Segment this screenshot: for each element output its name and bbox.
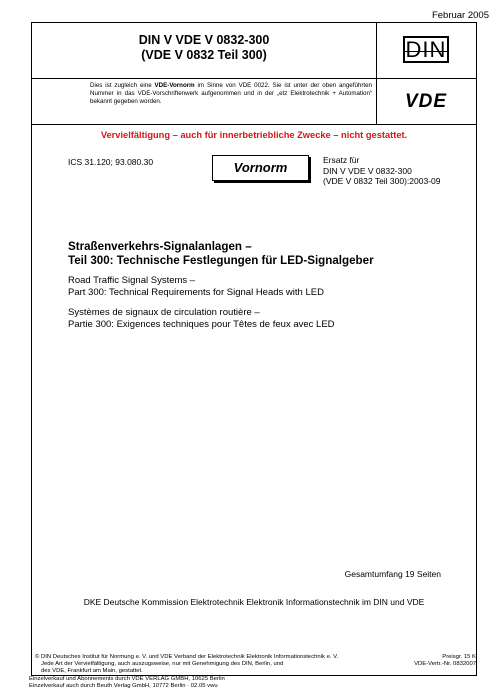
copyright-line2: Jede Art der Vervielfältigung, auch auszugsweise, nur mit Genehmigung des DIN, Berlin, und [41,661,284,668]
sales-line2: Einzelverkauf auch durch Beuth Verlag GmbH, 10772 Berlin · 02.05 vwu [29,683,218,690]
title-english [68,275,324,298]
ics-code: ICS 31.120; 93.080.30 [68,157,154,167]
price-group: Preisgr. 15 K [442,654,476,660]
title-german-line2: Teil 300: Technische Festlegungen für LED-Signalgeber [68,253,374,267]
title-english-line2: Part 300: Technical Requirements for Signal Heads with LED [68,286,324,298]
title-german-line1: Straßenverkehrs-Signalanlagen – [68,240,252,253]
committee-name: DKE Deutsche Kommission Elektrotechnik Elektronik Informationstechnik im DIN und VDE [83,597,425,607]
title-french [68,307,335,330]
header-divider [31,78,477,79]
din-logo [403,36,449,63]
vde-note-text-start: Dies ist zugleich eine [90,82,155,89]
din-logo-text: DIN [405,37,447,62]
copyright-line1: © DIN Deutsches Institut für Normung e. V. und VDE Verband der Elektrotechnik Elektronik Informationstechnik e. V. [35,654,339,660]
replacement-standard-edition: (VDE V 0832 Teil 300):2003-09 [323,176,441,186]
publication-date: Februar 2005 [431,10,489,21]
logo-column-divider [376,22,377,124]
title-english-line1: Road Traffic Signal Systems – [68,275,196,286]
title-french-line2: Partie 300: Exigences techniques pour Têtes de feux avec LED [68,318,335,330]
vde-note-bold: VDE-Vornorm [154,82,195,89]
replacement-label: Ersatz für [323,155,360,165]
price-info [414,654,476,668]
copyright-notice [35,654,338,676]
vde-note-text-end: im Sinne von VDE 0022. Sie ist unter der oben angeführten Nummer in das VDE-Vorschriftenwerk aufgenommen und in der „etz Elektrotechnik + Automation“ bekannt gegeben worden. [90,82,372,105]
document-number-vde: (VDE V 0832 Teil 300) [141,48,267,62]
notice-divider [31,124,477,125]
din-logo-bar [405,51,447,52]
title-german [68,240,374,267]
vornorm-badge: Vornorm [212,155,309,181]
order-number: VDE-Vertr.-Nr. 0832007 [414,661,476,668]
reproduction-notice: Vervielfältigung – auch für innerbetriebliche Zwecke – nicht gestattet. [100,130,408,140]
title-french-line1: Systèmes de signaux de circulation routière – [68,307,260,318]
vde-note [90,82,372,106]
copyright-line3: des VDE, Frankfurt am Main, gestattet. [41,668,143,675]
sales-info [29,676,225,690]
document-number: DIN V VDE V 0832-300 [138,33,270,47]
replacement-info [323,155,441,187]
replacement-standard: DIN V VDE V 0832-300 [323,165,412,176]
total-pages: Gesamtumfang 19 Seiten [344,569,441,579]
sales-line1: Einzelverkauf und Abonnements durch VDE VERLAG GMBH, 10625 Berlin [29,676,225,682]
vde-logo: VDE [404,91,448,112]
